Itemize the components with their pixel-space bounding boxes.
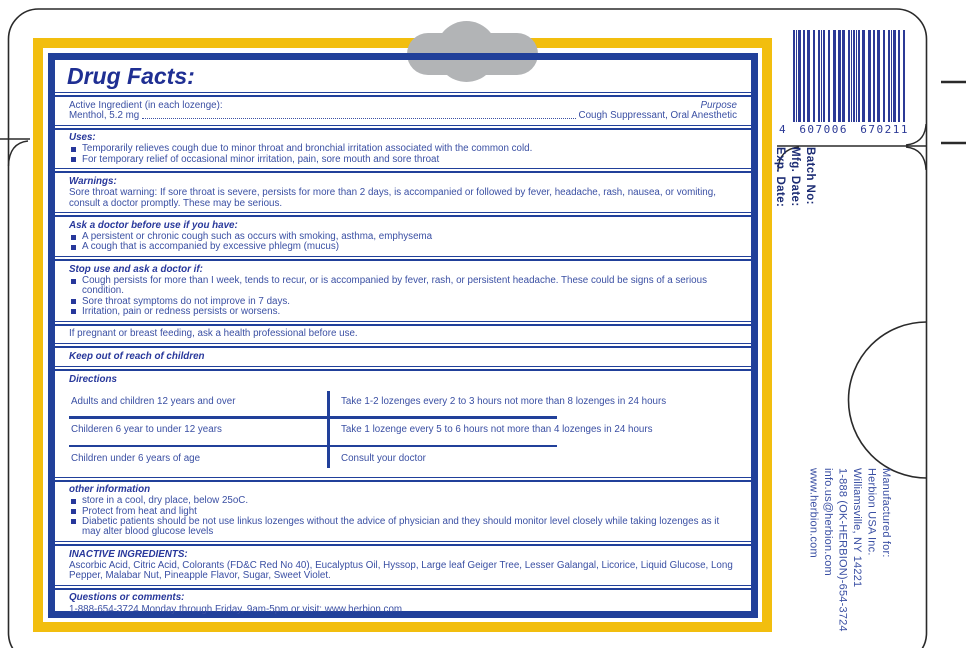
directions-who: Children under 6 years of age: [71, 452, 201, 464]
directions-table: [69, 388, 737, 473]
mfg-date-label: Mfg. Date:: [789, 147, 801, 207]
list-item: Sore throat symptoms do not improve in 7 days.: [69, 297, 737, 307]
manufacturer-block: [806, 468, 893, 632]
purpose-value: Cough Suppressant, Oral Anesthetic: [578, 109, 737, 121]
list-item: Irritation, pain or redness persists or worsens.: [69, 307, 737, 317]
barcode: [793, 30, 905, 122]
barcode-lead-digit: 4: [779, 123, 788, 136]
manufacturer-line: 1-888 (OK-HERBION)-654-3724: [836, 468, 849, 632]
other-info-section: [55, 482, 751, 541]
questions-heading: Questions or comments:: [69, 592, 185, 604]
list-item: Temporarily relieves cough due to minor throat and bronchial irritation associated with the common cold.: [69, 144, 737, 154]
keep-away-text: Keep out of reach of children: [69, 350, 205, 362]
batch-no-label: Batch No:: [804, 147, 816, 205]
list-item: For temporary relief of occasional minor irritation, pain, sore mouth and sore throat: [69, 155, 737, 165]
bullet-square-icon: [71, 245, 76, 250]
questions-section: [55, 590, 751, 619]
directions-who: Childeren 6 year to under 12 years: [71, 424, 222, 436]
bullet-square-icon: [71, 299, 76, 304]
barcode-digits: [779, 123, 909, 136]
list-item: A cough that is accompanied by excessive phlegm (mucus): [69, 242, 737, 252]
purpose-label: Purpose: [700, 99, 737, 111]
manufacturer-line: Williamsville, NY 14221: [851, 468, 863, 588]
manufacturer-line: www.herbion.com: [807, 468, 820, 558]
barcode-group2: 670211: [860, 123, 909, 136]
directions-dose: Take 1 lozenge every 5 to 6 hours not more than 4 lozenges in 24 hours: [341, 424, 653, 436]
batch-date-labels: [772, 147, 817, 207]
warnings-heading: Warnings:: [69, 175, 117, 187]
barcode-group1: 607006: [799, 123, 849, 136]
list-item: Protect from heat and light: [69, 507, 737, 517]
active-ingredient-name: Menthol, 5.2 mg: [69, 109, 140, 121]
inactive-ingredients-body: Ascorbic Acid, Citric Acid, Colorants (FD&C Red No 40), Eucalyptus Oil, Hyssop, Large leaf Geiger Tree, Lesser Galangal, Licorice, Liquid Glucose, Long Pepper, Malabar Nut, Pineapple Flavor, Sugar, Sweet Violet.: [69, 559, 733, 582]
list-item: Diabetic patients should be not use linkus lozenges without the advice of physician and they should monitor level closely while taking lozenges as it may alter blood glucose levels: [69, 517, 737, 538]
active-ingredient-section: [55, 97, 751, 125]
active-ingredient-label: Active Ingredient (in each lozenge):: [69, 99, 223, 111]
stop-use-heading: Stop use and ask a doctor if:: [69, 263, 203, 275]
list-item: store in a cool, dry place, below 25oC.: [69, 496, 737, 506]
table-row: [69, 445, 737, 473]
bullet-square-icon: [71, 147, 76, 152]
pregnant-note: If pregnant or breast feeding, ask a health professional before use.: [69, 328, 358, 340]
ask-doctor-heading: Ask a doctor before use if you have:: [69, 219, 238, 231]
uses-heading: Uses:: [69, 132, 96, 144]
page-title: Drug Facts:: [67, 63, 195, 89]
table-row: [69, 388, 737, 416]
list-item: Cough persists for more than I week, tends to recur, or is accompanied by fever, rash, or persistent headache. These could be signs of a serious condition.: [69, 276, 737, 297]
list-item: A persistent or chronic cough such as occurs with smoking, asthma, emphysema: [69, 232, 737, 242]
stop-use-section: [55, 261, 751, 320]
inactive-ingredients-section: [55, 546, 751, 585]
ask-doctor-section: [55, 217, 751, 256]
directions-dose: Take 1-2 lozenges every 2 to 3 hours not more than 8 lozenges in 24 hours: [341, 396, 667, 408]
warnings-section: [55, 173, 751, 212]
pregnant-note-section: [55, 326, 751, 343]
bullet-square-icon: [71, 519, 76, 524]
uses-section: [55, 130, 751, 169]
bullet-square-icon: [71, 499, 76, 504]
bullet-square-icon: [71, 309, 76, 314]
questions-body: 1-888-654-3724 Monday through Friday, 9am-5pm or visit: www.herbion.com: [69, 603, 403, 615]
inactive-ingredients-heading: INACTIVE INGREDIENTS:: [69, 548, 188, 560]
directions-heading: Directions: [69, 373, 117, 385]
exp-date-label: Exp. Date:: [774, 147, 786, 208]
manufacturer-line: Manufactured for:: [880, 468, 892, 558]
table-row: [69, 416, 737, 444]
warnings-body: Sore throat warning: If sore throat is severe, persists for more than 2 days, is accompanied or followed by fever, headache, rash, nausea, or vomiting, consult a doctor promptly. These may be serious.: [69, 187, 716, 209]
bullet-square-icon: [71, 509, 76, 514]
manufacturer-line: info.us@herbion.com: [822, 468, 834, 576]
keep-away-section: [55, 348, 751, 366]
bullet-square-icon: [71, 279, 76, 284]
other-info-heading: other information: [69, 484, 151, 496]
directions-who: Adults and children 12 years and over: [71, 396, 236, 408]
dot-leader: [142, 118, 575, 119]
drug-facts-panel: [55, 60, 751, 615]
bullet-square-icon: [71, 235, 76, 240]
bullet-square-icon: [71, 157, 76, 162]
directions-section: [55, 371, 751, 476]
directions-dose: Consult your doctor: [341, 452, 426, 464]
manufacturer-line: Herbion USA Inc.: [865, 468, 878, 556]
